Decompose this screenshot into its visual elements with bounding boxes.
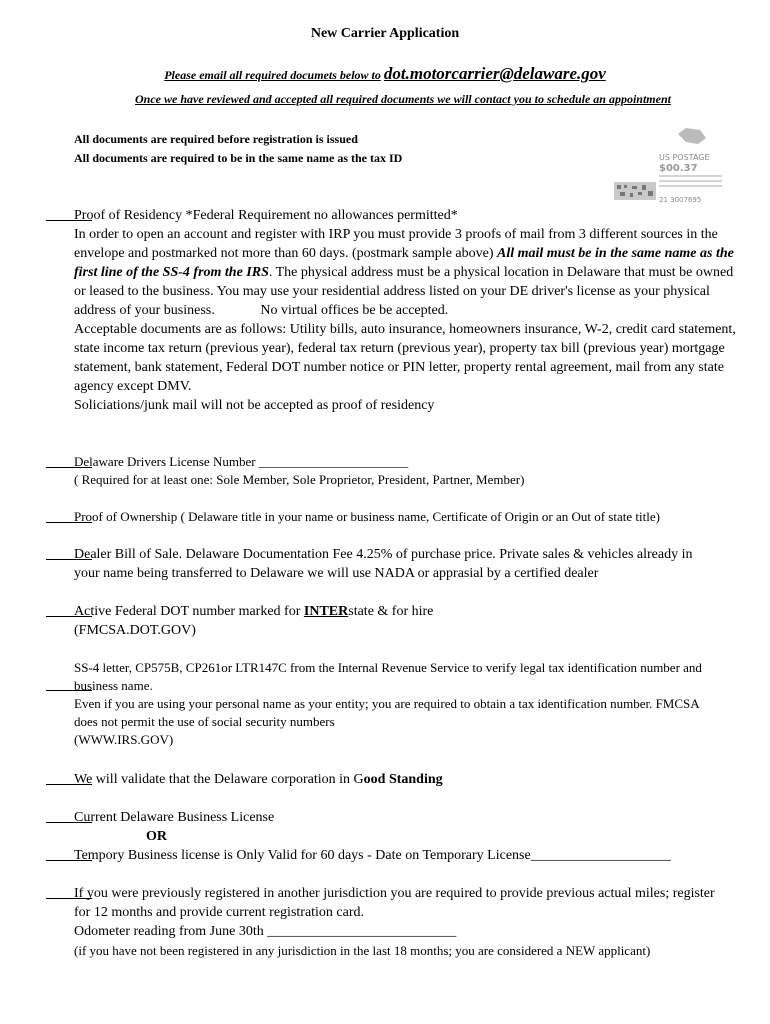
email-instruction-text: Please email all required documets below to bbox=[164, 68, 381, 82]
section-tax-id bbox=[23, 659, 743, 749]
postmark-lines bbox=[659, 176, 722, 186]
stamp-code: 21 3007695 bbox=[659, 196, 702, 204]
temporary-license-field[interactable]: Tempory Business license is Only Valid for 60 days - Date on Temporary License____________________ bbox=[74, 848, 671, 863]
residency-heading: Proof of Residency *Federal Requirement no allowances permitted* bbox=[74, 208, 458, 223]
tax-id-note: Even if you are using your personal name as your entity; you are required to obtain a tax identification number. FMCSA does not permit the use of social security numbers bbox=[74, 696, 699, 729]
eagle-logo bbox=[678, 128, 706, 144]
dot-text-c: state & for hire bbox=[348, 604, 434, 619]
ownership-text: Proof of Ownership ( Delaware title in your name or business name, Certificate of Origin or an Out of state title) bbox=[74, 509, 660, 524]
drivers-license-field[interactable]: Delaware Drivers License Number _______________________ bbox=[74, 454, 409, 469]
requirement-2: All documents are required to be in the same name as the tax ID bbox=[74, 151, 403, 165]
previous-registration-text: If you were previously registered in another jurisdiction you are required to provide previous actual miles; register for 12 months and provide current registration card. bbox=[74, 886, 715, 920]
dealer-bill-text: Dealer Bill of Sale. Delaware Documentation Fee 4.25% of purchase price. Private sales & vehicles already in your name being transferred to Delaware we will use NADA or apprasial by a certified dealer bbox=[74, 547, 693, 581]
checkbox-line[interactable] bbox=[46, 616, 92, 617]
stamp-amount: $00.37 bbox=[659, 163, 698, 174]
residency-text-d: No virtual offices be be accepted. bbox=[260, 303, 449, 318]
residency-emphasis: All mail must be in the same name as the first line of the SS-4 from the IRS bbox=[74, 246, 734, 280]
section-previous-registration bbox=[23, 884, 743, 960]
fmcsa-site: (FMCSA.DOT.GOV) bbox=[74, 623, 196, 638]
checkbox-line[interactable] bbox=[46, 220, 92, 221]
new-applicant-note: (if you have not been registered in any jurisdiction in the last 18 months; you are considered a NEW applicant) bbox=[74, 943, 651, 958]
odometer-field[interactable]: Odometer reading from June 30th ___________________________ bbox=[74, 924, 457, 939]
section-proof-of-residency bbox=[23, 206, 743, 415]
checkbox-line[interactable] bbox=[46, 467, 92, 468]
checkbox-line[interactable] bbox=[46, 822, 92, 823]
good-standing-text bbox=[74, 770, 743, 789]
or-label: OR bbox=[146, 829, 167, 844]
section-dealer-bill bbox=[23, 545, 743, 583]
residency-text-c: . The physical address must be a physical location in Delaware that must be owned or leased to the business. You may use your residential address listed on your DE driver's license as your physical address of your business. bbox=[74, 265, 734, 318]
junk-mail-note: Soliciations/junk mail will not be accepted as proof of residency bbox=[74, 398, 435, 413]
section-good-standing bbox=[23, 770, 743, 789]
section-business-license bbox=[23, 808, 743, 846]
drivers-license-note: ( Required for at least one: Sole Member, Sole Proprietor, President, Partner, Member) bbox=[74, 472, 525, 487]
checkbox-line[interactable] bbox=[46, 690, 92, 691]
dot-inter: INTER bbox=[303, 604, 349, 619]
residency-paragraph bbox=[74, 225, 743, 320]
checkbox-line[interactable] bbox=[46, 784, 92, 785]
page-title: New Carrier Application bbox=[310, 26, 460, 41]
review-notice: Once we have reviewed and accepted all required documents we will contact you to schedule an appointment bbox=[135, 92, 671, 106]
dot-text-a: Active Federal DOT number marked for bbox=[74, 604, 304, 619]
tax-id-text: SS-4 letter, CP575B, CP261or LTR147C from the Internal Revenue Service to verify legal tax identification number and business name. bbox=[74, 660, 702, 693]
stamp-postage-label: US POSTAGE bbox=[659, 153, 710, 162]
section-proof-of-ownership bbox=[23, 508, 743, 526]
good-standing-a: We will validate that the Delaware corporation in G bbox=[74, 772, 364, 787]
good-standing-b: ood Standing bbox=[363, 772, 443, 787]
checkbox-line[interactable] bbox=[46, 860, 92, 861]
section-dot-number bbox=[23, 602, 743, 640]
checkbox-line[interactable] bbox=[46, 559, 92, 560]
email-instruction bbox=[0, 64, 770, 84]
dot-line bbox=[74, 602, 743, 621]
section-drivers-license bbox=[23, 453, 743, 489]
postmark-sample-image bbox=[612, 124, 732, 206]
requirement-1: All documents are required before registration is issued bbox=[74, 132, 358, 146]
checkbox-line[interactable] bbox=[46, 522, 92, 523]
irs-site: (WWW.IRS.GOV) bbox=[74, 732, 174, 747]
section-temporary-license bbox=[23, 846, 743, 865]
email-address[interactable]: dot.motorcarrier@delaware.gov bbox=[383, 64, 606, 83]
residency-text-a: In order to open an account and register with IRP you must provide 3 proofs of mail from 3 different sources in the envelope and postmarked not more than 60 days. (postmark sample above) bbox=[74, 227, 718, 261]
acceptable-documents: Acceptable documents are as follows: Utility bills, auto insurance, homeowners insurance, W-2, credit card statement, state income tax return (previous year), federal tax return (previous year), property tax bill (previous year) mortgage statement, bank statement, Federal DOT number notice or PIN letter, property rental agreement, mail from any state agency except DMV. bbox=[74, 322, 736, 394]
checkbox-line[interactable] bbox=[46, 898, 92, 899]
business-license-text: Current Delaware Business License bbox=[74, 810, 275, 825]
